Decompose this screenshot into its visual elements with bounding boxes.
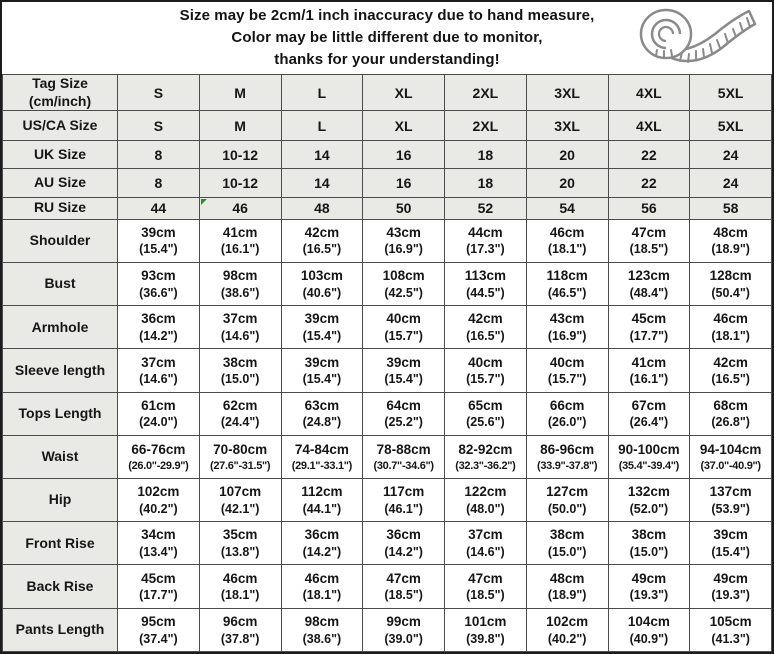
measure-cell: 102cm (40.2") bbox=[526, 608, 608, 651]
measure-cell: 107cm (42.1") bbox=[199, 479, 281, 522]
size-cell: XL bbox=[363, 75, 445, 111]
size-cell: 10-12 bbox=[199, 141, 281, 169]
measure-cell: 47cm (18.5") bbox=[608, 219, 690, 262]
table-row bbox=[3, 522, 772, 565]
measure-cell: 45cm (17.7") bbox=[608, 306, 690, 349]
size-cell: L bbox=[281, 75, 363, 111]
table-row bbox=[3, 75, 772, 111]
measure-cell: 63cm (24.8") bbox=[281, 392, 363, 435]
size-cell: 3XL bbox=[526, 75, 608, 111]
disclaimer-line-3: thanks for your understanding! bbox=[274, 50, 500, 68]
table-row bbox=[3, 262, 772, 305]
table-row bbox=[3, 608, 772, 651]
row-label: AU Size bbox=[3, 169, 118, 197]
measure-cell: 123cm (48.4") bbox=[608, 262, 690, 305]
measure-cell: 47cm (18.5") bbox=[445, 565, 527, 608]
measure-cell: 39cm (15.4") bbox=[363, 349, 445, 392]
measure-cell: 41cm (16.1") bbox=[199, 219, 281, 262]
size-cell: XL bbox=[363, 111, 445, 141]
table-row bbox=[3, 306, 772, 349]
size-cell: 8 bbox=[118, 141, 200, 169]
disclaimer-header bbox=[2, 2, 772, 74]
measure-cell: 44cm (17.3") bbox=[445, 219, 527, 262]
measure-cell: 61cm (24.0") bbox=[118, 392, 200, 435]
size-cell: 2XL bbox=[445, 75, 527, 111]
row-label: Shoulder bbox=[3, 219, 118, 262]
row-label: RU Size bbox=[3, 197, 118, 219]
measure-cell: 39cm (15.4") bbox=[690, 522, 772, 565]
measure-cell: 38cm (15.0") bbox=[526, 522, 608, 565]
measure-cell: 39cm (15.4") bbox=[118, 219, 200, 262]
measure-cell: 37cm (14.6") bbox=[199, 306, 281, 349]
measure-cell: 45cm (17.7") bbox=[118, 565, 200, 608]
size-cell: 58 bbox=[690, 197, 772, 219]
measure-cell: 128cm (50.4") bbox=[690, 262, 772, 305]
row-label: Hip bbox=[3, 479, 118, 522]
measure-cell: 46cm (18.1") bbox=[526, 219, 608, 262]
measure-cell: 38cm (15.0") bbox=[199, 349, 281, 392]
measure-cell: 47cm (18.5") bbox=[363, 565, 445, 608]
measure-cell: 40cm (15.7") bbox=[363, 306, 445, 349]
measure-cell: 39cm (15.4") bbox=[281, 306, 363, 349]
row-label: Sleeve length bbox=[3, 349, 118, 392]
row-label: Armhole bbox=[3, 306, 118, 349]
measure-cell: 98cm (38.6") bbox=[281, 608, 363, 651]
measure-cell: 37cm (14.6") bbox=[118, 349, 200, 392]
size-cell: 20 bbox=[526, 169, 608, 197]
measure-cell: 40cm (15.7") bbox=[526, 349, 608, 392]
row-label: Front Rise bbox=[3, 522, 118, 565]
measure-cell: 35cm (13.8") bbox=[199, 522, 281, 565]
measure-cell: 37cm (14.6") bbox=[445, 522, 527, 565]
disclaimer-line-1: Size may be 2cm/1 inch inaccuracy due to hand measure, bbox=[179, 7, 595, 25]
size-cell: 16 bbox=[363, 169, 445, 197]
measure-cell: 112cm (44.1") bbox=[281, 479, 363, 522]
row-label: UK Size bbox=[3, 141, 118, 169]
row-label: Tag Size (cm/inch) bbox=[3, 75, 118, 111]
measure-cell: 46cm (18.1") bbox=[199, 565, 281, 608]
measure-cell: 68cm (26.8") bbox=[690, 392, 772, 435]
cell-corner-marker bbox=[201, 199, 207, 205]
size-cell: 54 bbox=[526, 197, 608, 219]
measure-cell: 105cm (41.3") bbox=[690, 608, 772, 651]
measure-cell: 137cm (53.9") bbox=[690, 479, 772, 522]
disclaimer-line-2: Color may be little different due to monitor, bbox=[231, 29, 543, 47]
measure-cell: 66-76cm (26.0"-29.9") bbox=[118, 435, 200, 478]
measure-cell: 36cm (14.2") bbox=[118, 306, 200, 349]
row-label: Tops Length bbox=[3, 392, 118, 435]
size-cell: 52 bbox=[445, 197, 527, 219]
size-cell: 14 bbox=[281, 141, 363, 169]
size-table-body bbox=[3, 75, 772, 652]
size-cell: 20 bbox=[526, 141, 608, 169]
size-cell: 5XL bbox=[690, 75, 772, 111]
measure-cell: 46cm (18.1") bbox=[690, 306, 772, 349]
size-cell: 18 bbox=[445, 169, 527, 197]
size-cell: 24 bbox=[690, 141, 772, 169]
size-cell: S bbox=[118, 111, 200, 141]
size-cell: 4XL bbox=[608, 111, 690, 141]
table-row bbox=[3, 565, 772, 608]
size-cell: 3XL bbox=[526, 111, 608, 141]
size-cell: 4XL bbox=[608, 75, 690, 111]
measure-cell: 122cm (48.0") bbox=[445, 479, 527, 522]
size-table bbox=[2, 74, 772, 652]
measure-cell: 67cm (26.4") bbox=[608, 392, 690, 435]
measure-cell: 48cm (18.9") bbox=[526, 565, 608, 608]
size-cell: L bbox=[281, 111, 363, 141]
table-row bbox=[3, 219, 772, 262]
measure-cell: 132cm (52.0") bbox=[608, 479, 690, 522]
measure-cell: 36cm (14.2") bbox=[281, 522, 363, 565]
measure-cell: 99cm (39.0") bbox=[363, 608, 445, 651]
row-label: US/CA Size bbox=[3, 111, 118, 141]
table-row bbox=[3, 141, 772, 169]
measure-cell: 43cm (16.9") bbox=[363, 219, 445, 262]
size-cell: 8 bbox=[118, 169, 200, 197]
row-label: Bust bbox=[3, 262, 118, 305]
row-label: Pants Length bbox=[3, 608, 118, 651]
measure-cell: 103cm (40.6") bbox=[281, 262, 363, 305]
measure-cell: 40cm (15.7") bbox=[445, 349, 527, 392]
size-cell: 48 bbox=[281, 197, 363, 219]
measure-cell: 101cm (39.8") bbox=[445, 608, 527, 651]
measure-cell: 118cm (46.5") bbox=[526, 262, 608, 305]
measure-cell: 93cm (36.6") bbox=[118, 262, 200, 305]
size-cell: S bbox=[118, 75, 200, 111]
size-cell: 2XL bbox=[445, 111, 527, 141]
size-cell: 46 bbox=[199, 197, 281, 219]
measure-cell: 96cm (37.8") bbox=[199, 608, 281, 651]
table-row bbox=[3, 349, 772, 392]
row-label: Back Rise bbox=[3, 565, 118, 608]
measure-cell: 70-80cm (27.6"-31.5") bbox=[199, 435, 281, 478]
measure-cell: 94-104cm (37.0"-40.9") bbox=[690, 435, 772, 478]
table-row bbox=[3, 392, 772, 435]
size-cell: 5XL bbox=[690, 111, 772, 141]
size-cell: 10-12 bbox=[199, 169, 281, 197]
row-label: Waist bbox=[3, 435, 118, 478]
measure-cell: 62cm (24.4") bbox=[199, 392, 281, 435]
size-cell: M bbox=[199, 111, 281, 141]
measure-cell: 36cm (14.2") bbox=[363, 522, 445, 565]
size-cell: 50 bbox=[363, 197, 445, 219]
measure-cell: 102cm (40.2") bbox=[118, 479, 200, 522]
tape-measure-icon bbox=[630, 6, 762, 70]
measure-cell: 117cm (46.1") bbox=[363, 479, 445, 522]
size-cell: M bbox=[199, 75, 281, 111]
size-cell: 14 bbox=[281, 169, 363, 197]
measure-cell: 108cm (42.5") bbox=[363, 262, 445, 305]
measure-cell: 42cm (16.5") bbox=[445, 306, 527, 349]
measure-cell: 127cm (50.0") bbox=[526, 479, 608, 522]
table-row bbox=[3, 111, 772, 141]
measure-cell: 42cm (16.5") bbox=[281, 219, 363, 262]
measure-cell: 41cm (16.1") bbox=[608, 349, 690, 392]
measure-cell: 74-84cm (29.1"-33.1") bbox=[281, 435, 363, 478]
measure-cell: 38cm (15.0") bbox=[608, 522, 690, 565]
disclaimer-text bbox=[180, 5, 595, 70]
measure-cell: 49cm (19.3") bbox=[690, 565, 772, 608]
measure-cell: 42cm (16.5") bbox=[690, 349, 772, 392]
measure-cell: 34cm (13.4") bbox=[118, 522, 200, 565]
measure-cell: 43cm (16.9") bbox=[526, 306, 608, 349]
size-cell: 44 bbox=[118, 197, 200, 219]
measure-cell: 98cm (38.6") bbox=[199, 262, 281, 305]
table-row bbox=[3, 479, 772, 522]
measure-cell: 78-88cm (30.7"-34.6") bbox=[363, 435, 445, 478]
measure-cell: 65cm (25.6") bbox=[445, 392, 527, 435]
table-row bbox=[3, 197, 772, 219]
size-cell: 16 bbox=[363, 141, 445, 169]
measure-cell: 113cm (44.5") bbox=[445, 262, 527, 305]
measure-cell: 90-100cm (35.4"-39.4") bbox=[608, 435, 690, 478]
measure-cell: 46cm (18.1") bbox=[281, 565, 363, 608]
measure-cell: 49cm (19.3") bbox=[608, 565, 690, 608]
measure-cell: 86-96cm (33.9"-37.8") bbox=[526, 435, 608, 478]
measure-cell: 48cm (18.9") bbox=[690, 219, 772, 262]
size-cell: 24 bbox=[690, 169, 772, 197]
size-cell: 22 bbox=[608, 169, 690, 197]
measure-cell: 82-92cm (32.3"-36.2") bbox=[445, 435, 527, 478]
measure-cell: 39cm (15.4") bbox=[281, 349, 363, 392]
table-row bbox=[3, 169, 772, 197]
size-cell: 56 bbox=[608, 197, 690, 219]
measure-cell: 64cm (25.2") bbox=[363, 392, 445, 435]
table-row bbox=[3, 435, 772, 478]
measure-cell: 95cm (37.4") bbox=[118, 608, 200, 651]
measure-cell: 104cm (40.9") bbox=[608, 608, 690, 651]
size-cell: 18 bbox=[445, 141, 527, 169]
measure-cell: 66cm (26.0") bbox=[526, 392, 608, 435]
size-cell: 22 bbox=[608, 141, 690, 169]
